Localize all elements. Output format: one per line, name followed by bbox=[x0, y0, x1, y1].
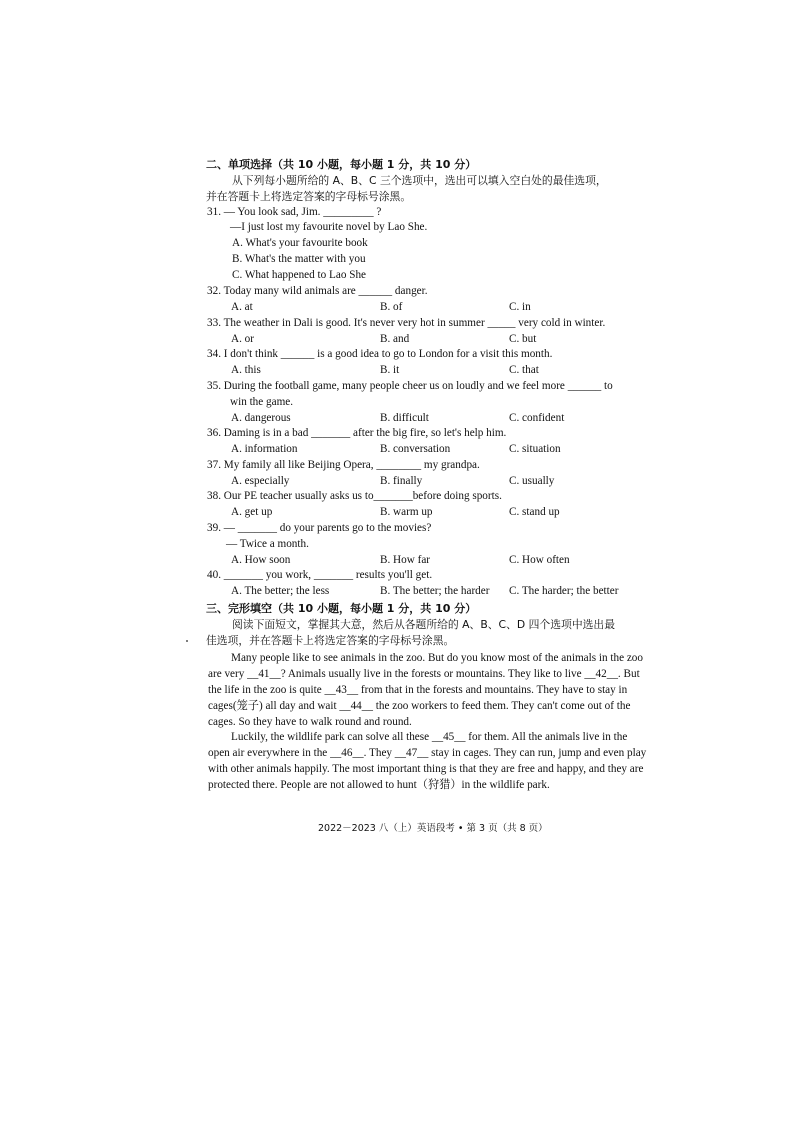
question-39-option-c: C. How often bbox=[509, 554, 570, 566]
section-2-title: 二、单项选择（共 10 小题，每小题 1 分，共 10 分） bbox=[206, 158, 477, 171]
question-33-option-a: A. or bbox=[231, 333, 254, 345]
question-33: 33. The weather in Dali is good. It's never very hot in summer _____ very cold in winter. bbox=[207, 317, 606, 329]
section-3-title: 三、完形填空（共 10 小题，每小题 1 分，共 10 分） bbox=[206, 602, 477, 615]
question-38-option-b: B. warm up bbox=[380, 506, 433, 518]
passage-paragraph-2: Luckily, the wildlife park can solve all these __45__ for them. All the animals live in the open air everywhere in the __46__. They __47__ stay in cages. They can run, jump and even play with other animals happily. The most important thing is that they are free and happy, and they are protected there. People are not allowed to hunt（狩猎）in the wildlife park. bbox=[208, 731, 647, 791]
question-33-option-c: C. but bbox=[509, 333, 537, 345]
question-34-option-a: A. this bbox=[231, 364, 261, 376]
question-39-option-b: B. How far bbox=[380, 554, 431, 566]
question-31-option-a: A. What's your favourite book bbox=[232, 237, 368, 249]
section-2-instruction-1: 从下列每小题所给的 A、B、C 三个选项中，选出可以填入空白处的最佳选项， bbox=[232, 174, 607, 187]
scan-speck bbox=[186, 640, 188, 642]
question-38-option-c: C. stand up bbox=[509, 506, 560, 518]
question-32-option-a: A. at bbox=[231, 301, 253, 313]
question-36-option-c: C. situation bbox=[509, 443, 561, 455]
question-38-option-a: A. get up bbox=[231, 506, 273, 518]
question-38: 38. Our PE teacher usually asks us to_______before doing sports. bbox=[207, 490, 502, 502]
passage-paragraph-1: Many people like to see animals in the zoo. But do you know most of the animals in the zoo are very __41__? Animals usually live in the forests or mountains. They like to live __42__. But the life in the zoo is quite __43__ from that in the forests and mountains. They have to stay in cages(笼子) all day and wait __44__ the zoo workers to feed them. They can't come out of the cages. So they have to walk round and round. bbox=[208, 652, 643, 728]
section-2-instruction-2: 并在答题卡上将选定答案的字母标号涂黑。 bbox=[206, 190, 412, 203]
question-39-reply: — Twice a month. bbox=[226, 538, 309, 550]
question-39-option-a: A. How soon bbox=[231, 554, 291, 566]
question-40-option-c: C. The harder; the better bbox=[509, 585, 619, 597]
question-37-option-b: B. finally bbox=[380, 475, 423, 487]
question-40: 40. _______ you work, _______ results you'll get. bbox=[207, 569, 433, 581]
question-32: 32. Today many wild animals are ______ danger. bbox=[207, 285, 428, 297]
question-32-option-c: C. in bbox=[509, 301, 531, 313]
question-35-continuation: win the game. bbox=[230, 396, 294, 408]
section-3-instruction-2: 佳选项，并在答题卡上将选定答案的字母标号涂黑。 bbox=[206, 634, 455, 647]
question-40-option-b: B. The better; the harder bbox=[380, 585, 490, 597]
question-37-option-a: A. especially bbox=[231, 475, 290, 487]
question-31-reply: —I just lost my favourite novel by Lao She. bbox=[230, 221, 428, 233]
question-40-option-a: A. The better; the less bbox=[231, 585, 330, 597]
question-34-option-c: C. that bbox=[509, 364, 539, 376]
question-34: 34. I don't think ______ is a good idea to go to London for a visit this month. bbox=[207, 348, 553, 360]
question-34-option-b: B. it bbox=[380, 364, 400, 376]
question-39: 39. — _______ do your parents go to the movies? bbox=[207, 522, 432, 534]
question-37-option-c: C. usually bbox=[509, 475, 555, 487]
question-31-option-b: B. What's the matter with you bbox=[232, 253, 366, 265]
question-37: 37. My family all like Beijing Opera, ________ my grandpa. bbox=[207, 459, 480, 471]
question-35-option-b: B. difficult bbox=[380, 412, 429, 424]
question-36: 36. Daming is in a bad _______ after the big fire, so let's help him. bbox=[207, 427, 507, 439]
question-35: 35. During the football game, many people cheer us on loudly and we feel more ______ to bbox=[207, 380, 613, 392]
question-33-option-b: B. and bbox=[380, 333, 410, 345]
question-36-option-b: B. conversation bbox=[380, 443, 451, 455]
section-3-instruction-1: 阅读下面短文，掌握其大意，然后从各题所给的 A、B、C、D 四个选项中选出最 bbox=[232, 618, 616, 631]
question-32-option-b: B. of bbox=[380, 301, 403, 313]
question-35-option-a: A. dangerous bbox=[231, 412, 291, 424]
question-36-option-a: A. information bbox=[231, 443, 298, 455]
question-31: 31. — You look sad, Jim. _________ ? bbox=[207, 206, 382, 218]
question-35-option-c: C. confident bbox=[509, 412, 565, 424]
page-footer: 2022－2023 八（上）英语段考 • 第 3 页（共 8 页） bbox=[318, 823, 548, 834]
question-31-option-c: C. What happened to Lao She bbox=[232, 269, 367, 281]
